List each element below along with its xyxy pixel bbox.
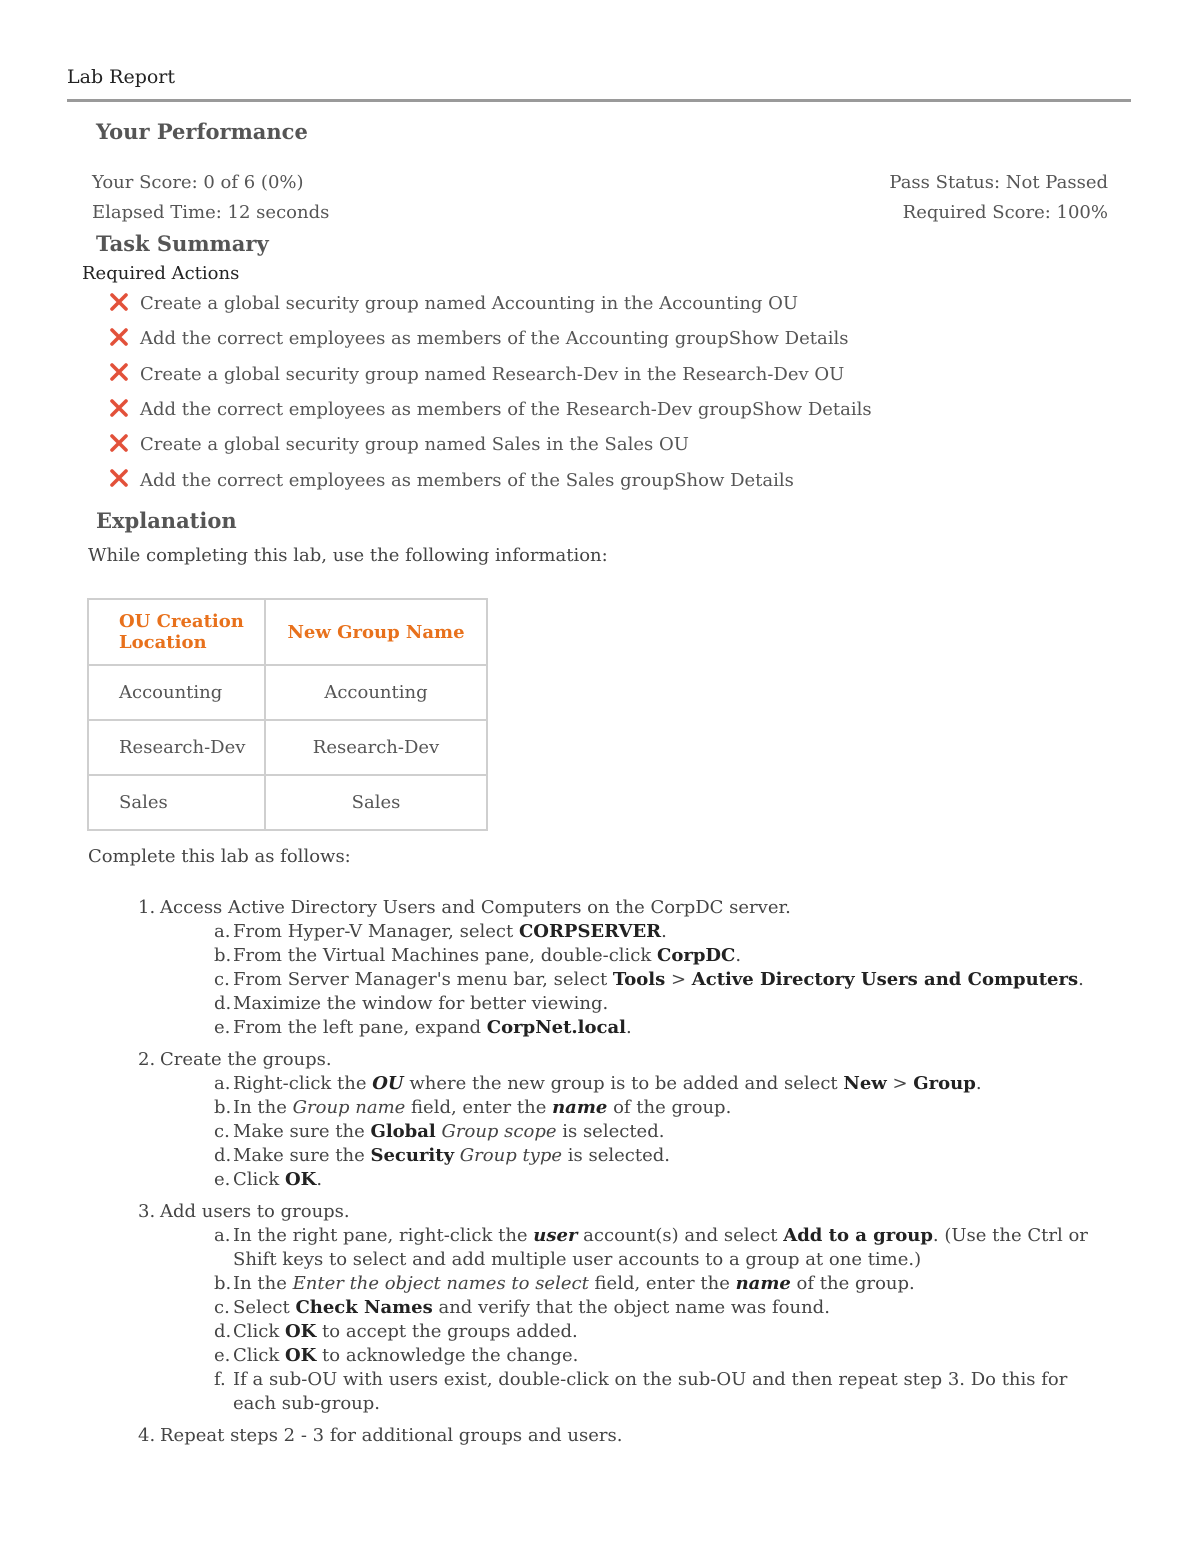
step-2 [138, 1048, 1115, 1192]
sub-step: e. Click OK. [214, 1169, 323, 1190]
table-cell: Accounting [265, 665, 487, 720]
step-number: 4. [138, 1425, 156, 1446]
required-score-text: Required Score: 100% [902, 202, 1108, 223]
sub-step: c. Select Check Names and verify that the object name was found. [214, 1297, 830, 1318]
sub-step-letter: b. [214, 945, 232, 966]
table-row [88, 720, 487, 775]
task-text: Add the correct employees as members of the Accounting group [140, 328, 729, 350]
column-header: OU Creation Location [88, 599, 265, 665]
sub-step: b. From the Virtual Machines pane, double-click CorpDC. [214, 945, 742, 966]
task-item [108, 427, 872, 462]
task-text: Create a global security group named Accounting in the Accounting OU [140, 293, 799, 315]
step-3 [138, 1200, 1115, 1416]
step-text: Create the groups. [160, 1049, 332, 1070]
sub-step-letter: d. [214, 1145, 232, 1166]
score-text: Your Score: 0 of 6 (0%) [92, 172, 304, 193]
sub-step: d. Make sure the Security Group type is selected. [214, 1145, 670, 1166]
failed-x-icon [108, 432, 130, 454]
sub-step-letter: e. [214, 1017, 231, 1038]
sub-step-letter: a. [214, 1225, 231, 1246]
table-header-row [88, 599, 487, 665]
table-cell: Research-Dev [265, 720, 487, 775]
sub-step: f. If a sub-OU with users exist, double-click on the sub-OU and then repeat step 3. Do this for each sub-group. [214, 1369, 1068, 1414]
sub-step-letter: b. [214, 1273, 232, 1294]
show-details-link[interactable]: Show Details [674, 469, 794, 491]
table-row [88, 665, 487, 720]
sub-step-letter: c. [214, 969, 230, 990]
step-number: 1. [138, 897, 156, 918]
sub-step-letter: e. [214, 1169, 231, 1190]
sub-step-letter: b. [214, 1097, 232, 1118]
failed-x-icon [108, 326, 130, 348]
failed-x-icon [108, 397, 130, 419]
table-cell: Research-Dev [88, 720, 265, 775]
step-4 [138, 1424, 1115, 1448]
complete-intro: Complete this lab as follows: [88, 846, 351, 867]
task-item [108, 357, 872, 392]
task-summary-title: Task Summary [96, 231, 269, 256]
step-text: Add users to groups. [160, 1201, 350, 1222]
required-actions-label: Required Actions [82, 263, 240, 284]
sub-step-letter: d. [214, 1321, 232, 1342]
step-1 [138, 896, 1115, 1040]
table-cell: Sales [265, 775, 487, 830]
step-number: 2. [138, 1049, 156, 1070]
task-item [108, 392, 872, 427]
show-details-link[interactable]: Show Details [751, 399, 872, 421]
sub-step-letter: c. [214, 1297, 230, 1318]
explanation-title: Explanation [96, 508, 237, 533]
sub-step-letter: e. [214, 1345, 231, 1366]
ou-group-table [87, 598, 488, 831]
task-text: Add the correct employees as members of the Sales group [140, 469, 675, 491]
sub-step: d. Maximize the window for better viewing. [214, 993, 609, 1014]
sub-step-letter: a. [214, 1073, 231, 1094]
table-cell: Sales [88, 775, 265, 830]
failed-x-icon [108, 361, 130, 383]
sub-step: c. Make sure the Global Group scope is selected. [214, 1121, 665, 1142]
sub-step-letter: d. [214, 993, 232, 1014]
sub-step: c. From Server Manager's menu bar, select Tools > Active Directory Users and Computers. [214, 969, 1084, 990]
pass-status-text: Pass Status: Not Passed [889, 172, 1108, 193]
task-item [108, 462, 872, 497]
sub-step-letter: f. [214, 1369, 226, 1390]
sub-step: e. From the left pane, expand CorpNet.local. [214, 1017, 632, 1038]
sub-step: e. Click OK to acknowledge the change. [214, 1345, 579, 1366]
performance-title: Your Performance [96, 119, 308, 144]
step-text: Repeat steps 2 - 3 for additional groups and users. [160, 1425, 623, 1446]
column-header: New Group Name [265, 599, 487, 665]
header-divider [67, 99, 1131, 102]
sub-step: b. In the Enter the object names to select field, enter the name of the group. [214, 1273, 915, 1294]
task-item [108, 321, 872, 356]
explanation-intro: While completing this lab, use the following information: [88, 545, 608, 566]
sub-step: a. From Hyper-V Manager, select CORPSERVER. [214, 921, 667, 942]
failed-x-icon [108, 291, 130, 313]
task-list [108, 286, 872, 498]
failed-x-icon [108, 467, 130, 489]
table-row [88, 775, 487, 830]
page-header: Lab Report [67, 66, 176, 88]
elapsed-time-text: Elapsed Time: 12 seconds [92, 202, 330, 223]
task-text: Create a global security group named Research-Dev in the Research-Dev OU [140, 363, 845, 385]
task-item [108, 286, 872, 321]
step-text: Access Active Directory Users and Computers on the CorpDC server. [160, 897, 791, 918]
show-details-link[interactable]: Show Details [728, 328, 849, 350]
sub-step-letter: a. [214, 921, 231, 942]
sub-step-letter: c. [214, 1121, 230, 1142]
sub-step: a. In the right pane, right-click the user account(s) and select Add to a group. (Use the Ctrl or Shift keys to select and add multiple user accounts to a group at one time.) [214, 1225, 1088, 1270]
step-number: 3. [138, 1201, 156, 1222]
task-text: Create a global security group named Sales in the Sales OU [140, 434, 689, 456]
sub-step: b. In the Group name field, enter the name of the group. [214, 1097, 732, 1118]
instruction-steps [138, 896, 1115, 1456]
sub-step: d. Click OK to accept the groups added. [214, 1321, 578, 1342]
table-cell: Accounting [88, 665, 265, 720]
task-text: Add the correct employees as members of the Research-Dev group [140, 399, 752, 421]
sub-step: a. Right-click the OU where the new group is to be added and select New > Group. [214, 1073, 982, 1094]
